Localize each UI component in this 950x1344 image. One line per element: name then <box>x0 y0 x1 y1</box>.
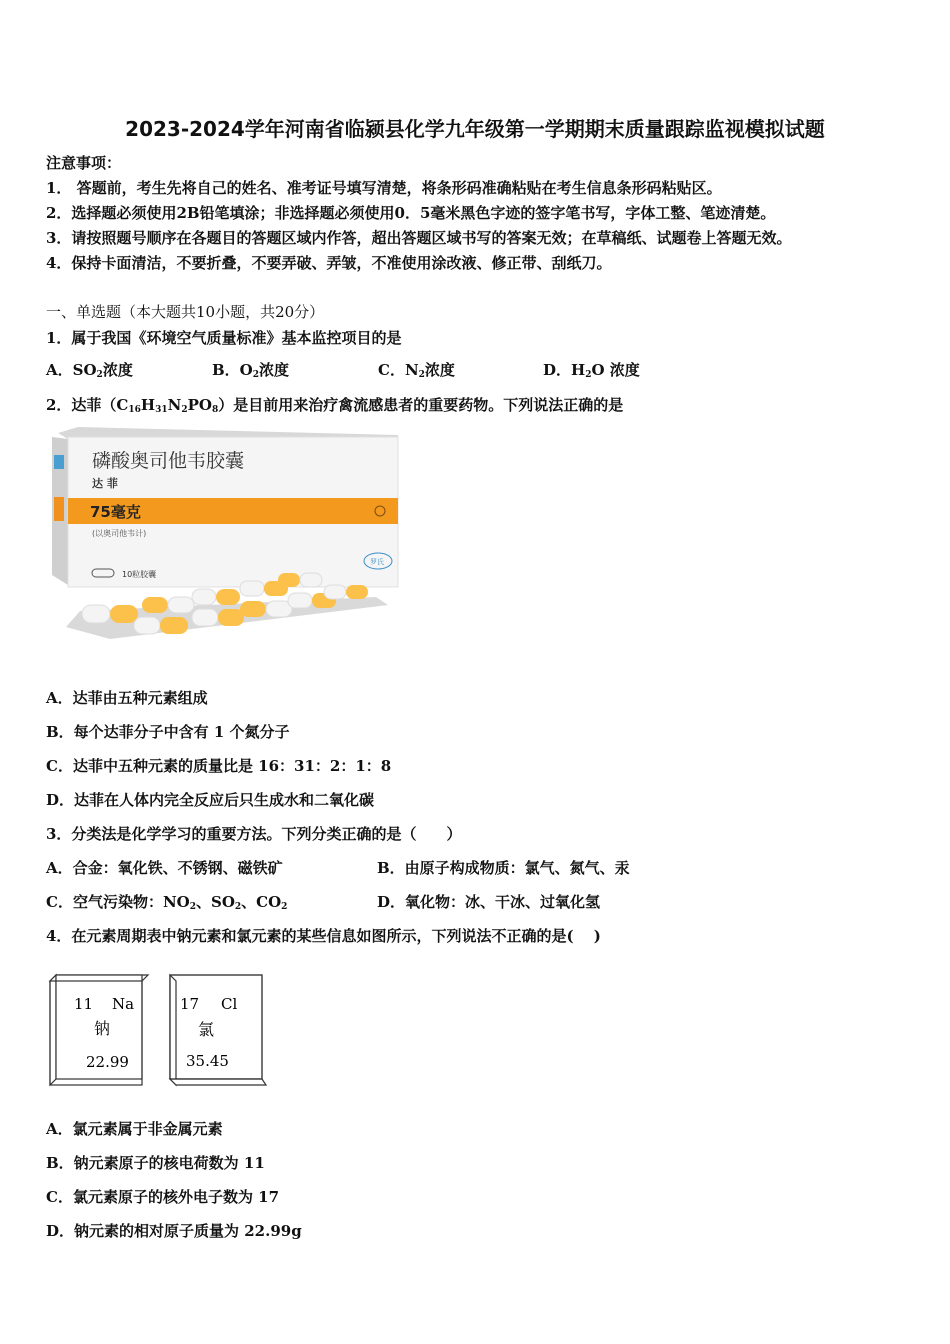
periodic-table-cells <box>48 973 268 1088</box>
q3-option-a: A．合金：氧化铁、不锈钢、磁铁矿 <box>46 859 283 877</box>
question-4-stem: 4．在元素周期表中钠元素和氯元素的某些信息如图所示，下列说法不正确的是( ) <box>46 927 601 945</box>
na-mass: 22.99 <box>86 1053 129 1071</box>
q3-option-b: B．由原子构成物质：氯气、氮气、汞 <box>377 859 630 877</box>
cl-mass: 35.45 <box>186 1052 229 1070</box>
q4-option: C．氯元素原子的核外电子数为 17 <box>46 1188 280 1206</box>
q1-option-c: C．$N_2$浓度 <box>378 361 455 380</box>
na-name: 钠 <box>94 1019 111 1038</box>
na-number: 11 <box>74 995 94 1013</box>
q2-option: A．达菲由五种元素组成 <box>46 689 208 707</box>
section-heading: 一、单选题（本大题共10小题，共20分） <box>46 303 325 321</box>
cl-symbol: Cl <box>221 995 238 1013</box>
chlorine-cell <box>170 975 266 1085</box>
sodium-cell <box>50 975 148 1085</box>
cl-number: 17 <box>180 995 200 1013</box>
box-dose: 75毫克 <box>90 503 141 521</box>
notice-item: 4．保持卡面清洁，不要折叠，不要弄破、弄皱，不准使用涂改液、修正带、刮纸刀。 <box>46 254 612 272</box>
q4-option: B．钠元素原子的核电荷数为 11 <box>46 1154 265 1172</box>
q2-option: D．达菲在人体内完全反应后只生成水和二氧化碳 <box>46 791 375 809</box>
notice-item: 1． 答题前，考生先将自己的姓名、准考证号填写清楚，将条形码准确粘贴在考生信息条形码粘贴区。 <box>46 179 722 197</box>
question-1-stem: 1．属于我国《环境空气质量标准》基本监控项目的是 <box>46 329 402 347</box>
q1-option-d: D．$H_2O$ 浓度 <box>543 361 640 380</box>
q2-option: C．达菲中五种元素的质量比是 16：31：2：1：8 <box>46 757 392 775</box>
notice-item: 2．选择题必须使用2B铅笔填涂；非选择题必须使用0．5毫米黑色字迹的签字笔书写，字体工整、笔迹清楚。 <box>46 204 776 222</box>
q2-option: B．每个达菲分子中含有 1 个氮分子 <box>46 723 290 741</box>
box-note: (以奥司他韦计) <box>92 529 147 538</box>
capsule <box>192 589 240 605</box>
q1-option-b: B．$O_2$浓度 <box>212 361 290 380</box>
cl-name: 氯 <box>198 1020 215 1039</box>
q4-option: D．钠元素的相对原子质量为 22.99g <box>46 1222 302 1240</box>
box-title: 磷酸奥司他韦胶囊 <box>92 450 245 472</box>
q3-option-c: C．空气污染物：$NO_2$、$SO_2$、$CO_2$ <box>46 893 288 912</box>
box-count: 10粒胶囊 <box>122 570 157 579</box>
box-maker: 罗氏 <box>370 558 384 566</box>
q1-option-a: A．$SO_2$浓度 <box>46 361 133 380</box>
q3-option-d: D．氧化物：冰、干冰、过氧化氢 <box>377 893 601 911</box>
na-symbol: Na <box>112 995 135 1013</box>
box-brand: 达 菲 <box>92 477 118 490</box>
q4-option: A．氯元素属于非金属元素 <box>46 1120 223 1138</box>
notice-item: 3．请按照题号顺序在各题目的答题区域内作答，超出答题区域书写的答案无效；在草稿纸、试题卷上答题无效。 <box>46 229 792 247</box>
medicine-box-image <box>50 425 400 645</box>
question-3-stem: 3．分类法是化学学习的重要方法。下列分类正确的是（ ） <box>46 825 462 843</box>
question-2-stem: 2．达菲$(C_{16}H_{31}N_2PO_8)$是目前用来治疗禽流感患者的重要药物。下列说法正确的是 <box>46 396 624 415</box>
notice-heading: 注意事项： <box>46 154 122 172</box>
page-title: 2023-2024学年河南省临颍县化学九年级第一学期期末质量跟踪监视模拟试题 <box>125 117 825 141</box>
